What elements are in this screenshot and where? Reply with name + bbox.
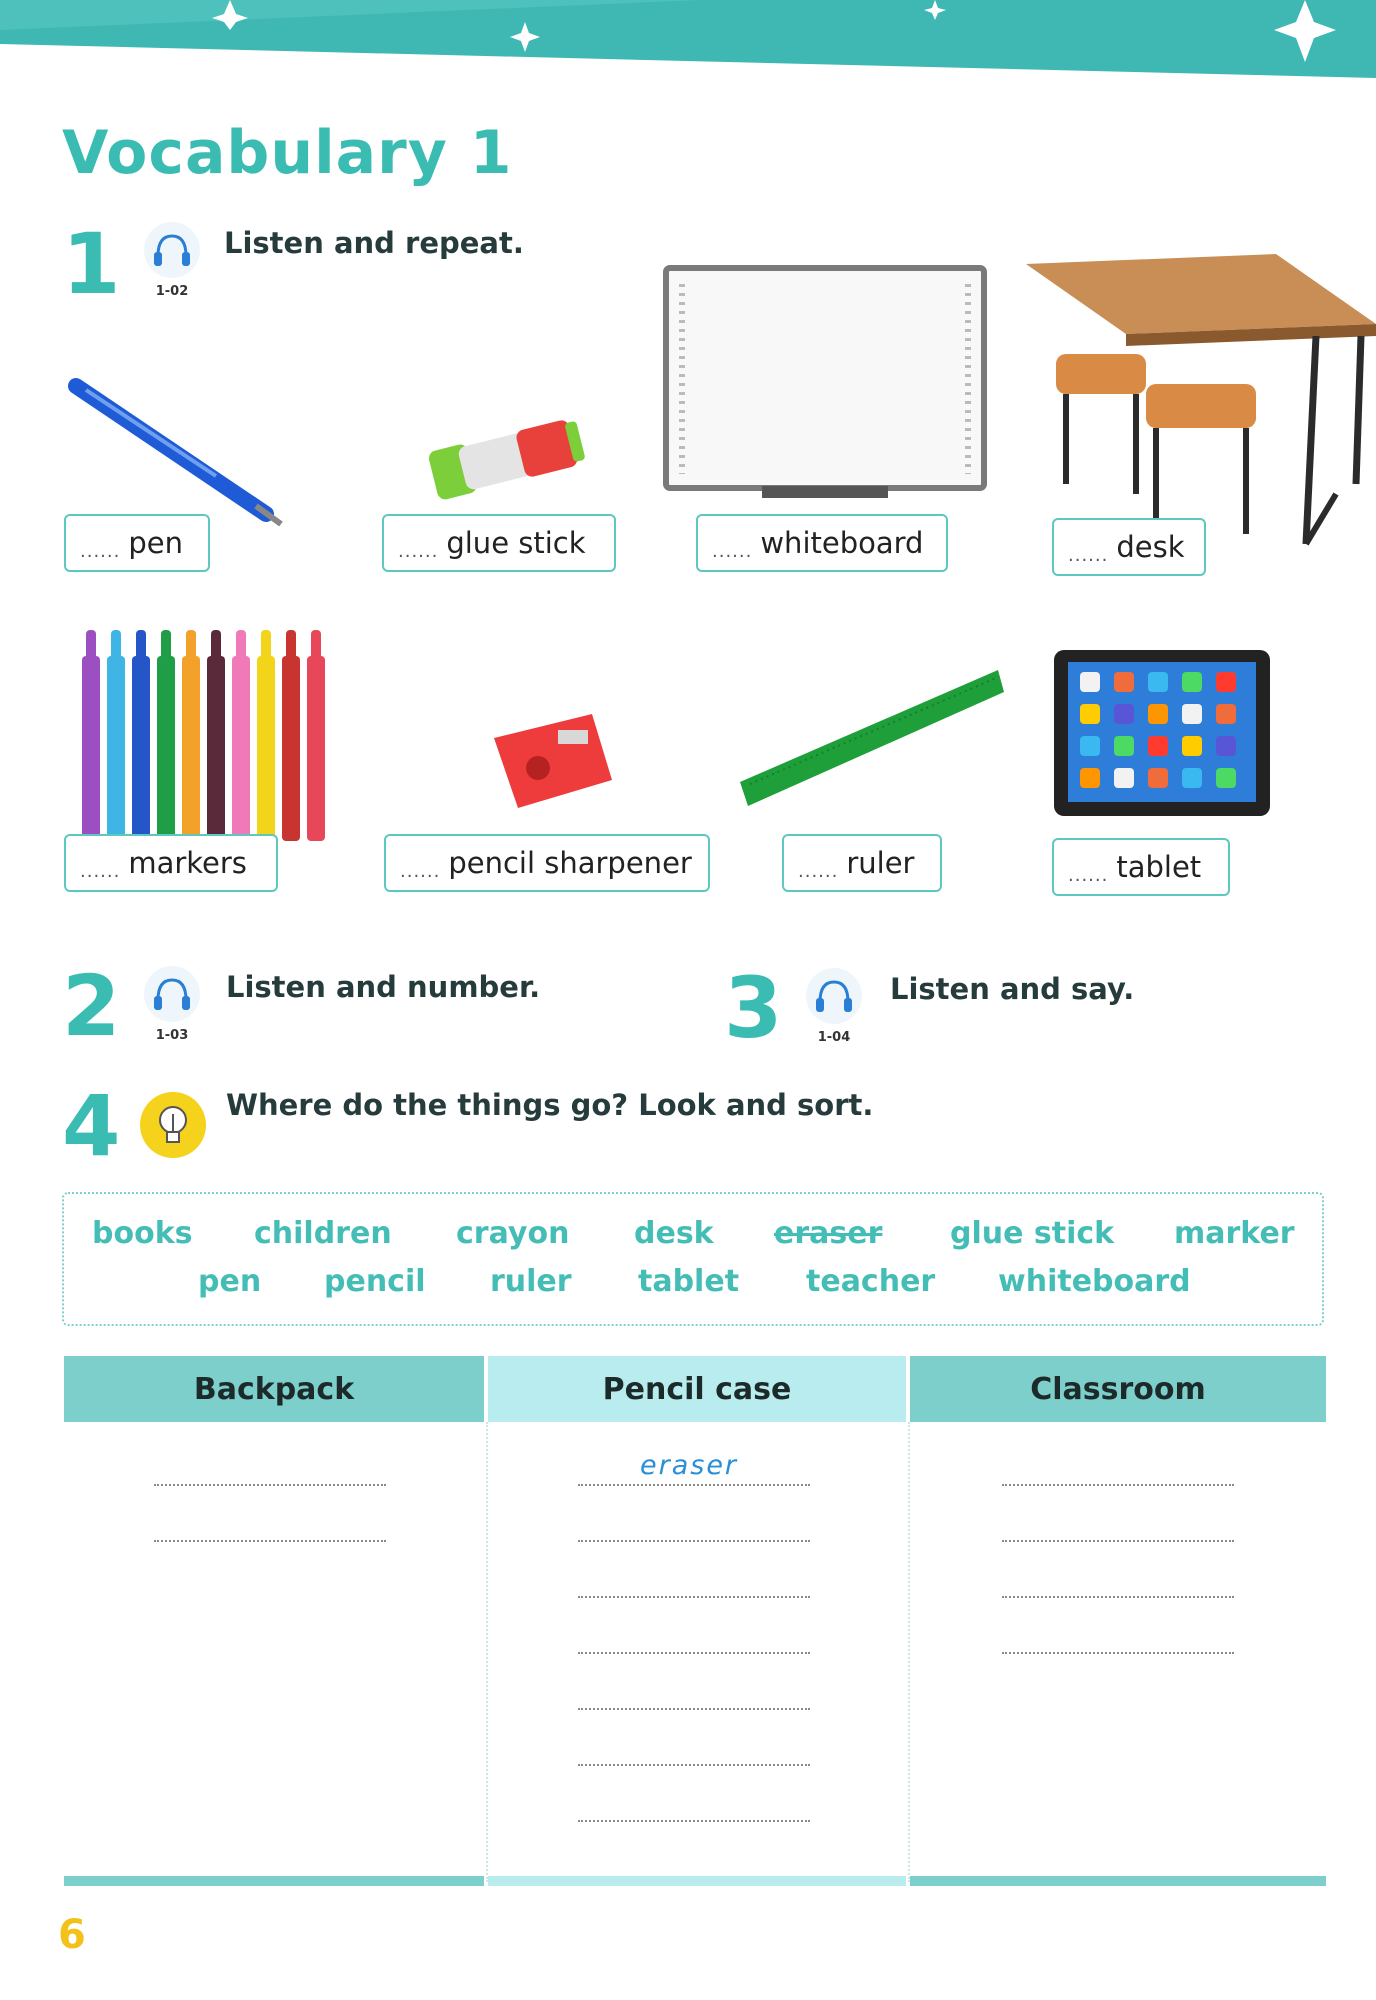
lightbulb-icon (140, 1092, 206, 1158)
exercise-3-number: 3 (724, 959, 783, 1057)
answer-line-backpack[interactable] (154, 1484, 386, 1486)
track-label: 1-03 (155, 1028, 189, 1043)
whiteboard-image (662, 264, 988, 506)
word-glue-stick: glue stick (950, 1216, 1115, 1251)
exercise-2-instruction: Listen and number. (226, 970, 541, 1004)
exercise-3-instruction: Listen and say. (890, 972, 1135, 1006)
vocab-label-pen[interactable]: ...... pen (64, 514, 210, 572)
column-header-backpack: Backpack (64, 1356, 484, 1422)
column-divider (486, 1422, 488, 1882)
vocab-label-pencil-sharpener[interactable]: ...... pencil sharpener (384, 834, 710, 892)
vocab-label-glue-stick[interactable]: ...... glue stick (382, 514, 616, 572)
column-divider (908, 1422, 910, 1882)
glue-stick-image (410, 410, 590, 504)
headphones-icon (806, 968, 862, 1024)
word-tablet: tablet (638, 1264, 740, 1299)
table-footer-bar (910, 1876, 1326, 1886)
exercise-4-number: 4 (62, 1077, 121, 1175)
column-header-pencil-case: Pencil case (488, 1356, 906, 1422)
ruler-image (740, 664, 1010, 818)
audio-track-1-04[interactable] (802, 968, 866, 1050)
track-label: 1-04 (817, 1030, 851, 1045)
word-ruler: ruler (490, 1264, 572, 1299)
answer-line-pencil-case[interactable] (578, 1484, 810, 1486)
answer-line-pencil-case[interactable] (578, 1708, 810, 1710)
answer-line-classroom[interactable] (1002, 1540, 1234, 1542)
answer-line-backpack[interactable] (154, 1540, 386, 1542)
vocab-label-desk[interactable]: ...... desk (1052, 518, 1206, 576)
word-pencil: pencil (324, 1264, 426, 1299)
headphones-icon (144, 966, 200, 1022)
vocab-label-markers[interactable]: ...... markers (64, 834, 278, 892)
pen-image (66, 376, 286, 530)
vocab-label-whiteboard[interactable]: ...... whiteboard (696, 514, 948, 572)
word-whiteboard: whiteboard (998, 1264, 1191, 1299)
tablet-image (1052, 648, 1272, 822)
word-books: books (92, 1216, 193, 1251)
answer-line-pencil-case[interactable] (578, 1540, 810, 1542)
answer-line-pencil-case[interactable] (578, 1764, 810, 1766)
word-crayon: crayon (456, 1216, 570, 1251)
audio-track-1-02[interactable] (140, 222, 204, 304)
answer-line-pencil-case[interactable] (578, 1596, 810, 1598)
page-title: Vocabulary 1 (62, 118, 513, 188)
word-eraser-crossed: eraser (774, 1216, 883, 1251)
exercise-4-instruction: Where do the things go? Look and sort. (226, 1088, 874, 1122)
top-banner (0, 0, 1376, 90)
table-footer-bar (64, 1876, 484, 1886)
word-bank (62, 1192, 1324, 1326)
vocab-label-ruler[interactable]: ...... ruler (782, 834, 942, 892)
answer-line-classroom[interactable] (1002, 1652, 1234, 1654)
exercise-1-instruction: Listen and repeat. (224, 226, 524, 260)
word-marker: marker (1174, 1216, 1295, 1251)
handwritten-example-answer: eraser (640, 1450, 739, 1481)
answer-line-classroom[interactable] (1002, 1484, 1234, 1486)
page-number: 6 (58, 1912, 86, 1958)
answer-line-pencil-case[interactable] (578, 1820, 810, 1822)
pencil-sharpener-image (488, 708, 618, 818)
column-header-classroom: Classroom (910, 1356, 1326, 1422)
exercise-1-number: 1 (62, 215, 121, 313)
markers-image (76, 626, 346, 850)
vocab-label-tablet[interactable]: ...... tablet (1052, 838, 1230, 896)
word-pen: pen (198, 1264, 262, 1299)
answer-line-classroom[interactable] (1002, 1596, 1234, 1598)
track-label: 1-02 (155, 284, 189, 299)
word-teacher: teacher (806, 1264, 936, 1299)
table-footer-bar (488, 1876, 906, 1886)
exercise-2-number: 2 (62, 957, 121, 1055)
audio-track-1-03[interactable] (140, 966, 204, 1048)
word-children: children (254, 1216, 392, 1251)
headphones-icon (144, 222, 200, 278)
answer-line-pencil-case[interactable] (578, 1652, 810, 1654)
word-desk: desk (634, 1216, 714, 1251)
